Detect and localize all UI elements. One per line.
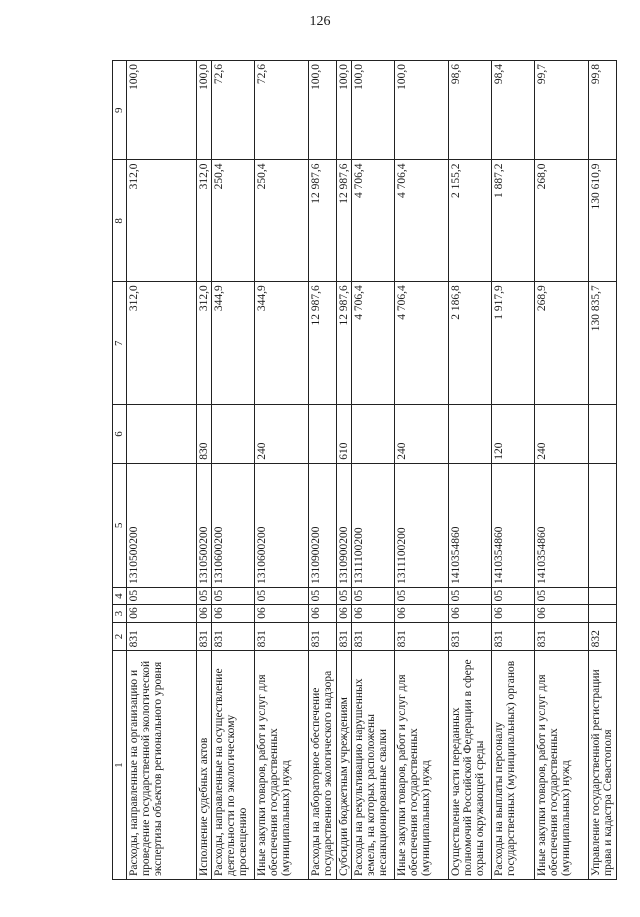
table-cell-col-6: 610 [337,405,352,463]
table-cell-col-5: 1311100200 [352,463,395,587]
table-cell-col-2: 831 [212,622,255,651]
table-cell-col-3: 06 [449,605,492,622]
table-cell-col-2: 831 [449,622,492,651]
table-cell-col-6: 240 [535,405,589,463]
table-cell-col-6: 830 [197,405,212,463]
table-cell-col-8: 312,0 [197,160,212,282]
table-cell-col-6 [212,405,255,463]
table-cell-col-2: 831 [395,622,449,651]
table-cell-col-3: 06 [337,605,352,622]
table-cell-col-7: 4 706,4 [395,282,449,405]
table-cell-col-6 [449,405,492,463]
table-cell-col-3: 06 [395,605,449,622]
table-cell-col-2: 831 [535,622,589,651]
budget-table [112,60,617,880]
table-cell-col-1: Расходы на выплаты персоналу государственных (муниципальных) органов [492,651,535,880]
table-row [212,61,255,880]
table-cell-col-3: 06 [255,605,309,622]
table-cell-col-4: 05 [449,587,492,604]
column-header-5: 5 [113,463,127,587]
table-cell-col-1: Субсидии бюджетным учреждениям [337,651,352,880]
table-cell-col-5: 1410354860 [449,463,492,587]
table-cell-col-4: 05 [309,587,337,604]
table-row [127,61,197,880]
table-cell-col-9: 98,4 [492,61,535,160]
table-cell-col-5: 1310600200 [212,463,255,587]
table-cell-col-5 [589,463,617,587]
table-cell-col-9: 100,0 [395,61,449,160]
table-cell-col-7: 2 186,8 [449,282,492,405]
table-cell-col-9: 99,7 [535,61,589,160]
table-cell-col-7: 268,9 [535,282,589,405]
table-cell-col-5: 1310900200 [337,463,352,587]
table-cell-col-2: 831 [255,622,309,651]
table-cell-col-1: Осуществление части переданных полномочий Российской Федерации в сфере охраны окружающей среды [449,651,492,880]
table-cell-col-4: 05 [127,587,197,604]
table-cell-col-2: 831 [352,622,395,651]
table-cell-col-8: 1 887,2 [492,160,535,282]
table-cell-col-9: 99,8 [589,61,617,160]
table-cell-col-8: 2 155,2 [449,160,492,282]
budget-table-rotated [112,60,612,880]
table-row [395,61,449,880]
table-cell-col-2: 831 [337,622,352,651]
table-cell-col-3: 06 [352,605,395,622]
table-cell-col-6 [309,405,337,463]
table-row [449,61,492,880]
table-cell-col-6: 120 [492,405,535,463]
column-header-8: 8 [113,160,127,282]
table-cell-col-7: 312,0 [197,282,212,405]
table-cell-col-7: 312,0 [127,282,197,405]
table-cell-col-8: 4 706,4 [395,160,449,282]
table-cell-col-2: 831 [492,622,535,651]
table-cell-col-3: 06 [309,605,337,622]
table-row [589,61,617,880]
table-cell-col-5: 1310600200 [255,463,309,587]
table-cell-col-7: 4 706,4 [352,282,395,405]
table-cell-col-8: 12 987,6 [309,160,337,282]
table-cell-col-8: 268,0 [535,160,589,282]
table-row [197,61,212,880]
table-cell-col-7: 1 917,9 [492,282,535,405]
table-cell-col-3: 06 [212,605,255,622]
table-row [535,61,589,880]
column-header-3: 3 [113,605,127,622]
table-cell-col-5: 1310500200 [127,463,197,587]
table-cell-col-1: Расходы, направленные на осуществление деятельности по экологическому просвещению [212,651,255,880]
table-cell-col-1: Иные закупки товаров, работ и услуг для обеспечения государственных (муниципальных) нужд [255,651,309,880]
table-cell-col-9: 100,0 [197,61,212,160]
table-cell-col-7: 12 987,6 [309,282,337,405]
column-header-4: 4 [113,587,127,604]
table-row [492,61,535,880]
table-cell-col-8: 312,0 [127,160,197,282]
table-cell-col-2: 831 [127,622,197,651]
table-cell-col-4 [589,587,617,604]
table-cell-col-1: Управление государственной регистрации права и кадастра Севастополя [589,651,617,880]
table-header-row [113,61,127,880]
table-cell-col-6 [352,405,395,463]
table-row [337,61,352,880]
table-cell-col-1: Исполнение судебных актов [197,651,212,880]
table-cell-col-6 [589,405,617,463]
table-row [309,61,337,880]
table-cell-col-1: Расходы на лабораторное обеспечение государственного экологического надзора [309,651,337,880]
table-cell-col-9: 100,0 [352,61,395,160]
table-cell-col-6 [127,405,197,463]
table-cell-col-4: 05 [395,587,449,604]
table-cell-col-4: 05 [352,587,395,604]
table-cell-col-6: 240 [395,405,449,463]
table-cell-col-7: 344,9 [212,282,255,405]
table-cell-col-5: 1410354860 [492,463,535,587]
table-cell-col-9: 100,0 [337,61,352,160]
table-cell-col-4: 05 [197,587,212,604]
page-number: 126 [309,14,331,29]
table-cell-col-7: 130 835,7 [589,282,617,405]
table-cell-col-8: 4 706,4 [352,160,395,282]
table-cell-col-4: 05 [212,587,255,604]
table-cell-col-2: 831 [309,622,337,651]
table-row [352,61,395,880]
table-cell-col-7: 344,9 [255,282,309,405]
table-cell-col-4: 05 [255,587,309,604]
table-cell-col-1: Расходы на рекультивацию нарушенных земель, на которых расположены несанкционированные свалки [352,651,395,880]
table-cell-col-9: 100,0 [127,61,197,160]
table-cell-col-5: 1310900200 [309,463,337,587]
table-cell-col-9: 72,6 [212,61,255,160]
table-cell-col-2: 832 [589,622,617,651]
table-cell-col-3: 06 [197,605,212,622]
column-header-6: 6 [113,405,127,463]
table-cell-col-4: 05 [535,587,589,604]
column-header-2: 2 [113,622,127,651]
table-cell-col-9: 100,0 [309,61,337,160]
table-cell-col-8: 250,4 [212,160,255,282]
table-cell-col-3: 06 [492,605,535,622]
column-header-1: 1 [113,651,127,880]
table-cell-col-8: 12 987,6 [337,160,352,282]
table-row [255,61,309,880]
table-cell-col-7: 12 987,6 [337,282,352,405]
table-cell-col-4: 05 [337,587,352,604]
table-cell-col-5: 1410354860 [535,463,589,587]
table-cell-col-1: Расходы, направленные на организацию и проведение государственной экологической экспертизы объектов регионального уровня [127,651,197,880]
table-cell-col-8: 250,4 [255,160,309,282]
table-cell-col-9: 98,6 [449,61,492,160]
table-cell-col-3 [589,605,617,622]
table-cell-col-6: 240 [255,405,309,463]
column-header-9: 9 [113,61,127,160]
table-cell-col-4: 05 [492,587,535,604]
table-cell-col-2: 831 [197,622,212,651]
table-cell-col-9: 72,6 [255,61,309,160]
table-cell-col-1: Иные закупки товаров, работ и услуг для обеспечения государственных (муниципальных) нужд [395,651,449,880]
table-cell-col-5: 1311100200 [395,463,449,587]
table-cell-col-1: Иные закупки товаров, работ и услуг для обеспечения государственных (муниципальных) нужд [535,651,589,880]
table-cell-col-8: 130 610,9 [589,160,617,282]
table-cell-col-5: 1310500200 [197,463,212,587]
table-body [127,61,617,880]
table-cell-col-3: 06 [127,605,197,622]
table-cell-col-3: 06 [535,605,589,622]
column-header-7: 7 [113,282,127,405]
